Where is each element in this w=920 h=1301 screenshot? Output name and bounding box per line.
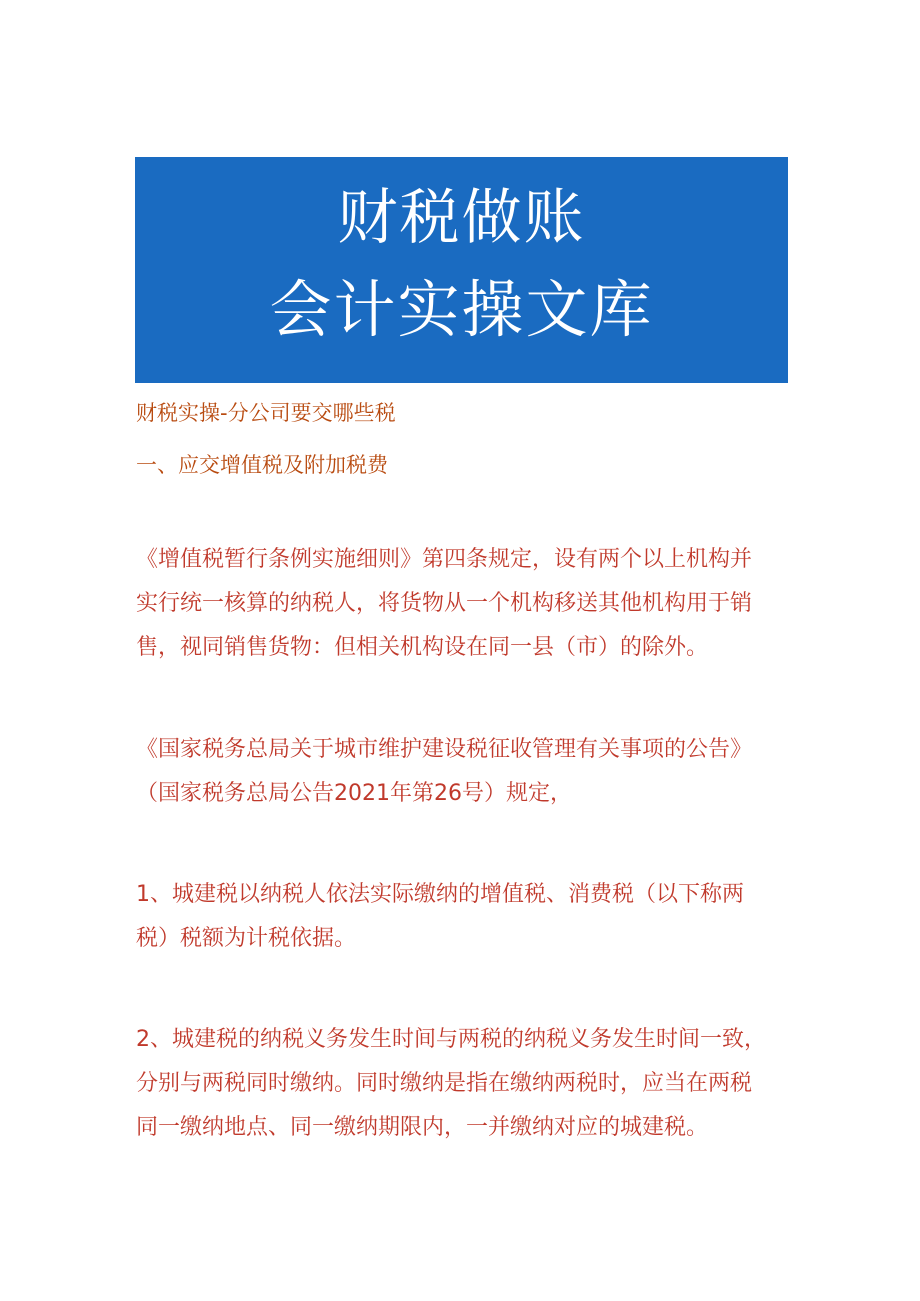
banner-title-line1: 财税做账: [337, 183, 586, 253]
paragraph-line: 售，视同销售货物：但相关机构设在同一县（市）的除外。: [136, 635, 709, 660]
document-title: 财税实操-分公司要交哪些税: [136, 401, 396, 425]
banner-title-line2: 会计实操文库: [269, 273, 654, 346]
section-heading-1: 一、应交增值税及附加税费: [136, 453, 388, 477]
paragraph-line: 同一缴纳地点、同一缴纳期限内，一并缴纳对应的城建税。: [136, 1115, 709, 1140]
paragraph-2: [136, 728, 796, 816]
paragraph-1: [136, 538, 796, 670]
paragraph-4: [136, 1018, 796, 1150]
paragraph-3: [136, 873, 796, 961]
paragraph-line: 《国家税务总局关于城市维护建设税征收管理有关事项的公告》: [136, 737, 753, 762]
paragraph-line: 税）税额为计税依据。: [136, 926, 357, 951]
paragraph-line: 2、城建税的纳税义务发生时间与两税的纳税义务发生时间一致，: [136, 1027, 766, 1052]
paragraph-line: 分别与两税同时缴纳。同时缴纳是指在缴纳两税时，应当在两税: [136, 1071, 753, 1096]
paragraph-line: 1、城建税以纳税人依法实际缴纳的增值税、消费税（以下称两: [136, 882, 744, 907]
title-banner: [135, 157, 788, 383]
paragraph-line: 实行统一核算的纳税人，将货物从一个机构移送其他机构用于销: [136, 591, 753, 616]
paragraph-line: （国家税务总局公告2021年第26号）规定，: [136, 781, 572, 806]
paragraph-line: 《增值税暂行条例实施细则》第四条规定，设有两个以上机构并: [136, 547, 753, 572]
